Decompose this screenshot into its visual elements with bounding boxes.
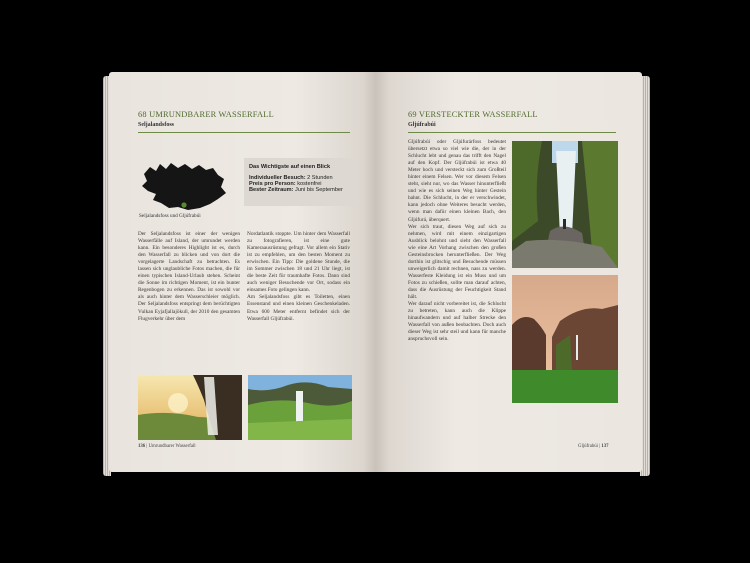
right-footer: Gljúfrabúi | 137 <box>578 444 609 449</box>
info-box-heading: Das Wichtigste auf einen Blick <box>249 164 331 170</box>
right-column <box>408 139 506 343</box>
running-footer: Gljúfrabúi <box>578 444 598 449</box>
body-paragraph: Am Seljalandsfoss gibt es Toiletten, einen Essenstand und einen kleinen Geschenkeladen. Etwa 600 Meter entfernt befindet sich der Wasserfall Gljúfrabúi. <box>247 294 350 322</box>
left-footer: 136 | Umrundbarer Wasserfall <box>138 444 196 449</box>
info-label: Preis pro Person: <box>249 181 296 187</box>
info-box <box>244 158 359 206</box>
left-title-rule <box>138 132 350 133</box>
iceland-map <box>138 160 228 212</box>
photo-seljalandsfoss-behind <box>138 375 242 440</box>
left-column-1 <box>138 231 240 323</box>
left-page-title: 68 UMRUNDBARER WASSERFALL <box>138 110 274 119</box>
body-paragraph: Nordatlantik stoppte. Um hinter dem Wasserfall zu fotografieren, ist eine gute Kameraausrüstung gefragt. Vor allem ein Stativ ist zu empfehlen, um den besten Moment zu erwischen. Ein Tipp: Die goldene Stunde, die im Sommer zwischen 18 und 21 Uhr liegt, ist die beste Zeit für traumhafte Fotos. Dann sind auch weniger Besuchende vor Ort, sodass ein einsames Foto gelingen kann. <box>247 231 350 294</box>
info-value: 2 Stunden <box>307 175 333 181</box>
right-page-title: 69 VERSTECKTER WASSERFALL <box>408 110 538 119</box>
running-footer: Umrundbarer Wasserfall <box>148 444 196 449</box>
left-page-subtitle: Seljalandsfoss <box>138 122 175 128</box>
info-value: kostenfrei <box>297 181 322 187</box>
photo-gljufrabui-outside <box>512 275 618 403</box>
info-label: Individueller Besuch: <box>249 175 306 181</box>
body-paragraph: Gljúfrabúi oder Gljúfurárfoss bedeutet übersetzt etwa so viel wie die, der in der Schlucht lebt und genau das trifft den Nagel auf den Kopf. Der Gljúfrabúi ist etwa 40 Meter hoch und versteckt sich zum Großteil hinter einem Felsen. Wer vor diesem Felsen steht, sieht nur, wo das Wasser hinunterfließt und wie es sich seinen Weg hinter Gestein bahnt. Die Schlucht, in der er verschwindet, kann jedoch ohne Weiteres besucht werden, wenn man dafür einen kleinen Bach, den Gljúfurá, überquert. <box>408 139 506 223</box>
right-title-rule <box>408 132 616 133</box>
page-number: 137 <box>601 444 609 449</box>
photo-gljufrabui-inside <box>512 141 618 268</box>
info-label: Bester Zeitraum: <box>249 187 294 193</box>
open-book <box>103 72 653 480</box>
photo-seljalandsfoss-front <box>248 375 352 440</box>
info-row <box>249 187 355 193</box>
page-number: 136 <box>138 444 146 449</box>
right-page <box>376 72 642 472</box>
body-paragraph: Der Seljalandsfoss ist einer der wenigen Wasserfälle auf Island, der umrundet werden kann. Ein besonderes Highlight ist es, durch den Wasserfall zu blicken und von dort die vorgelagerte Landschaft zu betrachten. Es lassen sich unglaubliche Fotos machen, die für einen typischen Island-Urlaub stehen. Scheint die Sonne im richtigen Moment, ist ein bunter Regenbogen zu erkennen. Das ist sowohl vor als auch hinter dem Wasserschleier möglich. Der Seljalandsfoss entspringt dem berüchtigten Vulkan Eyjafjallajökull, der 2010 den gesamten Flugverkehr über dem <box>138 231 240 322</box>
body-paragraph: Wer sich traut, diesen Weg auf sich zu nehmen, wird mit einem einzigartigen Ausblick belohnt und sieht den Wasserfall wie eine Art Vorhang zwischen den großen Gesteinsbrocken herunterfließen. Der Weg dorthin ist glitschig und Besuchende müssen unweigerlich damit rechnen, nass zu werden. Wasserfeste Kleidung ist ein Muss und um Fotos zu schießen, sollte man darauf achten, dass die Ausrüstung der Feuchtigkeit Stand hält. <box>408 223 506 301</box>
body-paragraph: Wer darauf nicht vorbereitet ist, die Schlucht zu betreten, kann auch die Klippe hinaufwandern und auf halber Strecke den Wasserfall von außen beobachten. Doch auch dieser Weg ist sehr steil und kann für manche anspruchsvoll sein. <box>408 301 506 343</box>
map-caption: Seljalandsfoss und Gljúfrabúi <box>139 213 201 219</box>
info-value: Juni bis September <box>295 187 343 193</box>
right-page-subtitle: Gljúfrabúi <box>408 122 436 128</box>
left-page <box>109 72 376 472</box>
left-column-2 <box>247 231 350 323</box>
